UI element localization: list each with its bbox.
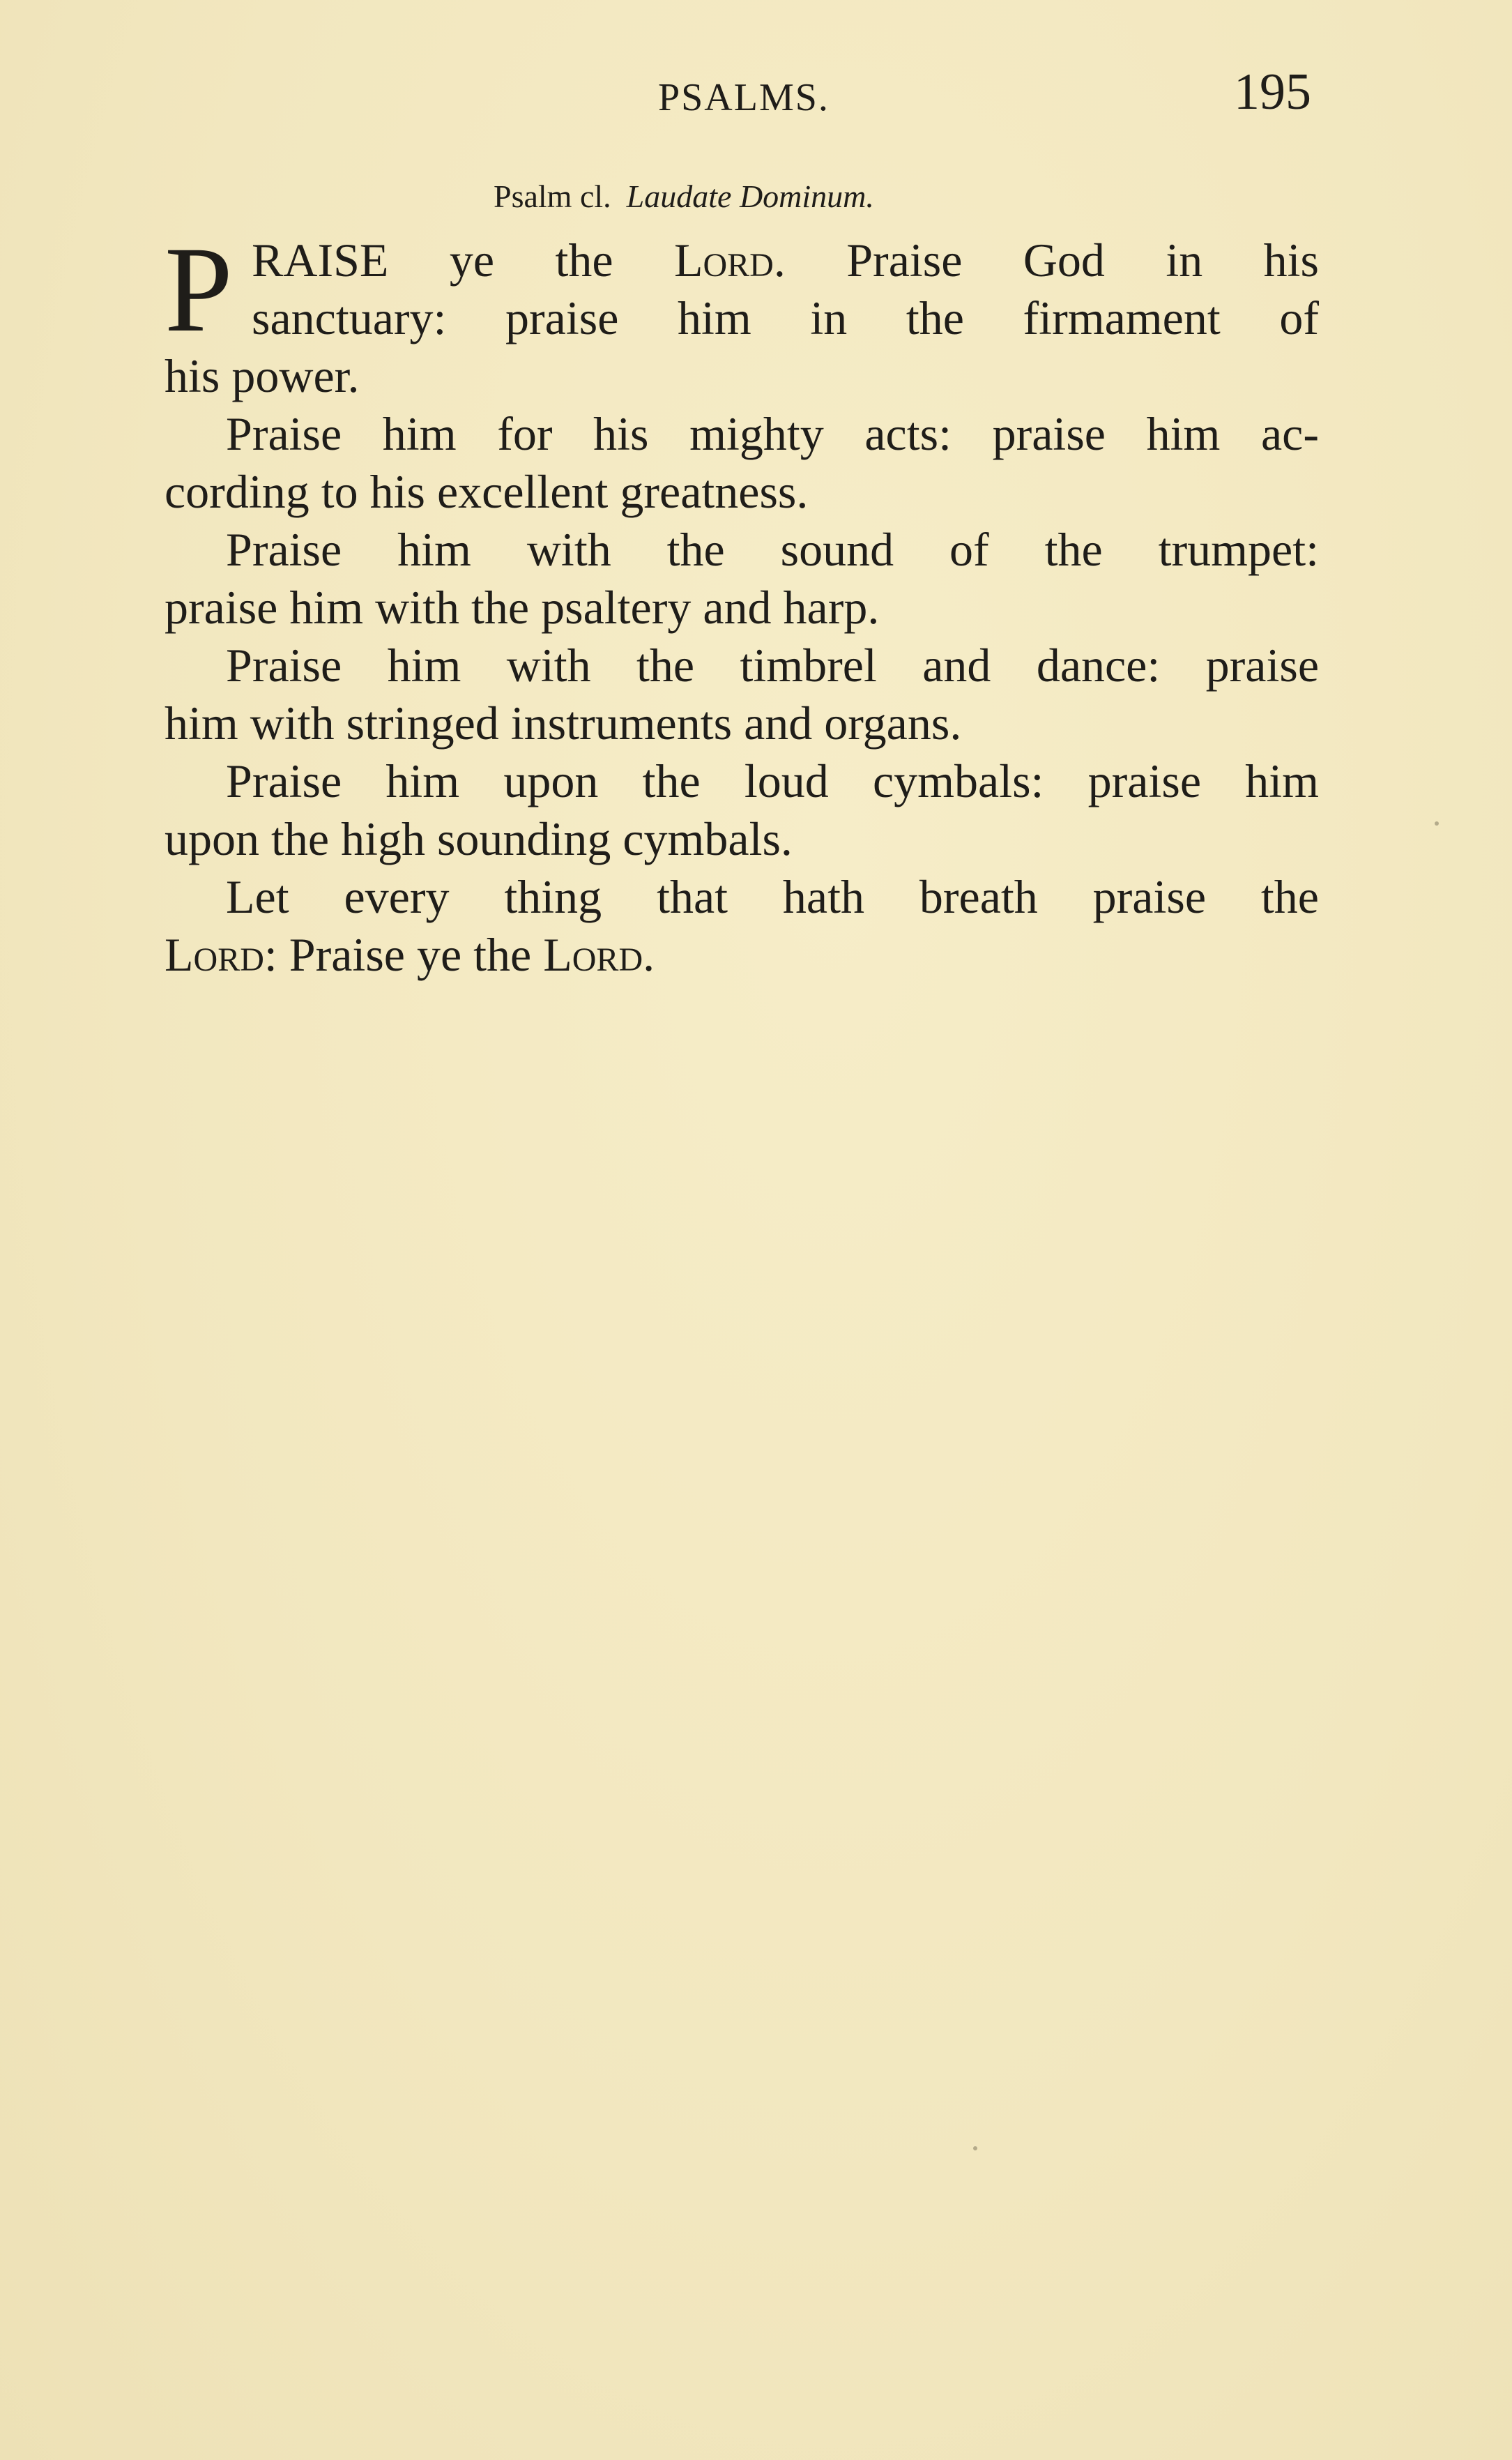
line-text: upon the high sounding cymbals. xyxy=(165,812,793,865)
paper-speck xyxy=(1435,821,1439,826)
line-text: Let every thing that hath breath praise the xyxy=(226,870,1319,923)
line-text: cording to his excellent greatness. xyxy=(165,465,809,518)
drop-cap-initial: P xyxy=(165,222,233,358)
psalm-heading xyxy=(494,178,874,215)
verse-1 xyxy=(165,222,1319,405)
psalm-latin-title: Laudate Dominum. xyxy=(626,179,874,214)
line-text: . xyxy=(643,928,655,981)
line-text: Praise him for his mighty acts: praise him ac- xyxy=(226,407,1319,460)
running-title: PSALMS. xyxy=(658,76,830,119)
small-caps-lord: Lord xyxy=(673,234,774,287)
verse-line xyxy=(165,463,1319,521)
verse-5 xyxy=(165,752,1319,868)
verse-line xyxy=(165,868,1319,926)
small-caps-lord: Lord xyxy=(543,928,643,981)
psalm-text xyxy=(165,222,1319,984)
line-text: him with stringed instruments and organs. xyxy=(165,697,962,750)
paper-speck xyxy=(973,2146,977,2150)
verse-4 xyxy=(165,637,1319,752)
verse-line xyxy=(165,405,1319,463)
line-text: sanctuary: praise him in the firmament of xyxy=(252,291,1319,344)
line-text: : Praise ye the xyxy=(264,928,544,981)
line-text: Praise him with the timbrel and dance: praise xyxy=(226,639,1319,692)
verse-3 xyxy=(165,521,1319,637)
line-text: Praise him with the sound of the trumpet: xyxy=(226,523,1319,576)
verse-line xyxy=(165,752,1319,810)
line-text: praise him with the psaltery and harp. xyxy=(165,581,880,634)
verse-line xyxy=(165,289,1319,347)
verse-line xyxy=(165,637,1319,694)
verse-line xyxy=(165,347,1319,405)
line-text: Praise him upon the loud cymbals: praise him xyxy=(226,754,1319,807)
verse-line xyxy=(165,810,1319,868)
psalm-number: Psalm cl. xyxy=(494,179,611,214)
verse-6 xyxy=(165,868,1319,984)
verse-line xyxy=(165,521,1319,579)
verse-line xyxy=(165,579,1319,637)
verse-2 xyxy=(165,405,1319,521)
line-text: . Praise God in his xyxy=(773,234,1319,287)
page-number: 195 xyxy=(1234,63,1311,121)
verse-line xyxy=(165,694,1319,752)
line-text: RAISE ye the xyxy=(252,234,674,287)
line-text: his power. xyxy=(165,349,360,402)
running-head xyxy=(0,63,1512,126)
verse-line xyxy=(165,231,1319,289)
verse-line xyxy=(165,926,1319,984)
small-caps-lord: Lord xyxy=(165,928,264,981)
